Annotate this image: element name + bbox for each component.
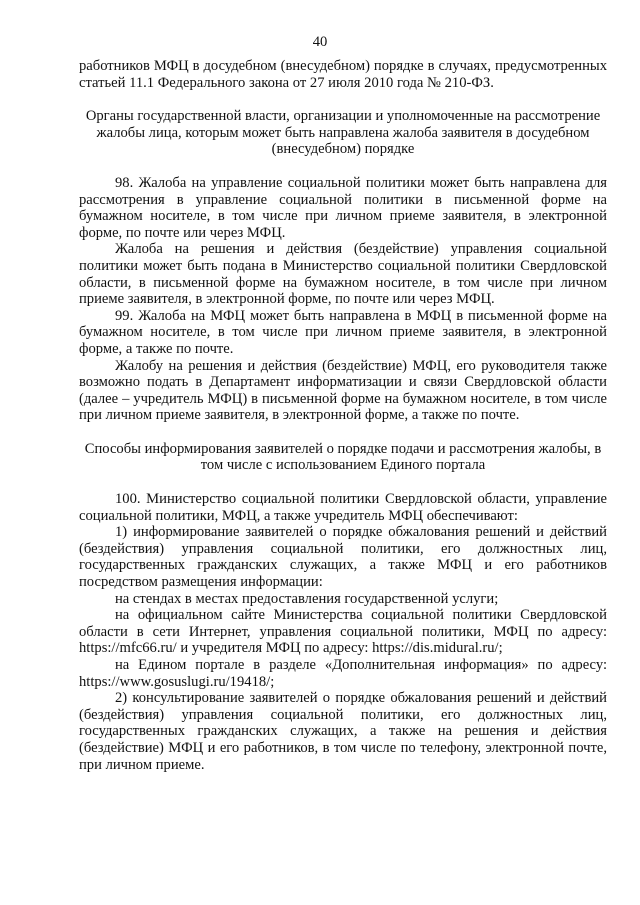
paragraph-100-item-1-website: на официальном сайте Министерства социальной политики Свердловской области в сети Интернет, управления социальной политики, МФЦ по адресу: https://mfc66.ru/ и учредителя МФЦ по адресу: https://dis.midural.ru/; bbox=[79, 607, 607, 657]
paragraph-98-continued: Жалоба на решения и действия (бездействие) управления социальной политики может быть подана в Министерство социальной политики Свердловской области, в письменной форме на бумажном носителе, в том числе при личном приеме заявителя, в электронной форме, по почте или через МФЦ. bbox=[79, 241, 607, 308]
paragraph-100-item-1: 1) информирование заявителей о порядке обжалования решений и действий (бездействия) управления социальной политики, его должностных лиц, государственных гражданских служащих, а также МФЦ и его работников посредством размещения информации: bbox=[79, 524, 607, 591]
paragraph-100: 100. Министерство социальной политики Свердловской области, управление социальной политики, МФЦ, а также учредитель МФЦ обеспечивают: bbox=[79, 491, 607, 524]
paragraph-98: 98. Жалоба на управление социальной политики может быть направлена для рассмотрения в управление социальной политики в письменной форме на бумажном носителе, в том числе при личном приеме заявителя, в электронной форме, по почте или через МФЦ. bbox=[79, 174, 607, 241]
page-number: 40 bbox=[312, 34, 328, 50]
paragraph-100-item-1-portal: на Едином портале в разделе «Дополнительная информация» по адресу: https://www.gosuslugi.ru/19418/; bbox=[79, 657, 607, 690]
paragraph-100-item-2: 2) консультирование заявителей о порядке обжалования решений и действий (бездействия) управления социальной политики, его должностных лиц, государственных гражданских служащих, а также на решения и действия (бездействие) МФЦ и его работников, в том числе по телефону, электронной почте, при личном приеме. bbox=[79, 690, 607, 773]
paragraph-intro: работников МФЦ в досудебном (внесудебном) порядке в случаях, предусмотренных статьей 11.1 Федерального закона от 27 июля 2010 года № 210-ФЗ. bbox=[79, 58, 607, 91]
page-content bbox=[79, 58, 607, 773]
paragraph-99: 99. Жалоба на МФЦ может быть направлена в МФЦ в письменной форме на бумажном носителе, в том числе при личном приеме заявителя, в электронной форме, а также по почте. bbox=[79, 307, 607, 357]
paragraph-99-continued: Жалобу на решения и действия (бездействие) МФЦ, его руководителя также возможно подать в Департамент информатизации и связи Свердловской области (далее – учредитель МФЦ) в письменной форме на бумажном носителе, в том числе при личном приеме заявителя, в электронной форме, а также по почте. bbox=[79, 357, 607, 424]
paragraph-100-item-1-stands: на стендах в местах предоставления государственной услуги; bbox=[115, 590, 499, 607]
section-heading-informing-methods: Способы информирования заявителей о порядке подачи и рассмотрения жалобы, в том числе с использованием Единого портала bbox=[84, 440, 602, 474]
section-heading-appeal-bodies: Органы государственной власти, организации и уполномоченные на рассмотрение жалобы лица, которым может быть направлена жалоба заявителя в досудебном (внесудебном) порядке bbox=[85, 108, 601, 158]
